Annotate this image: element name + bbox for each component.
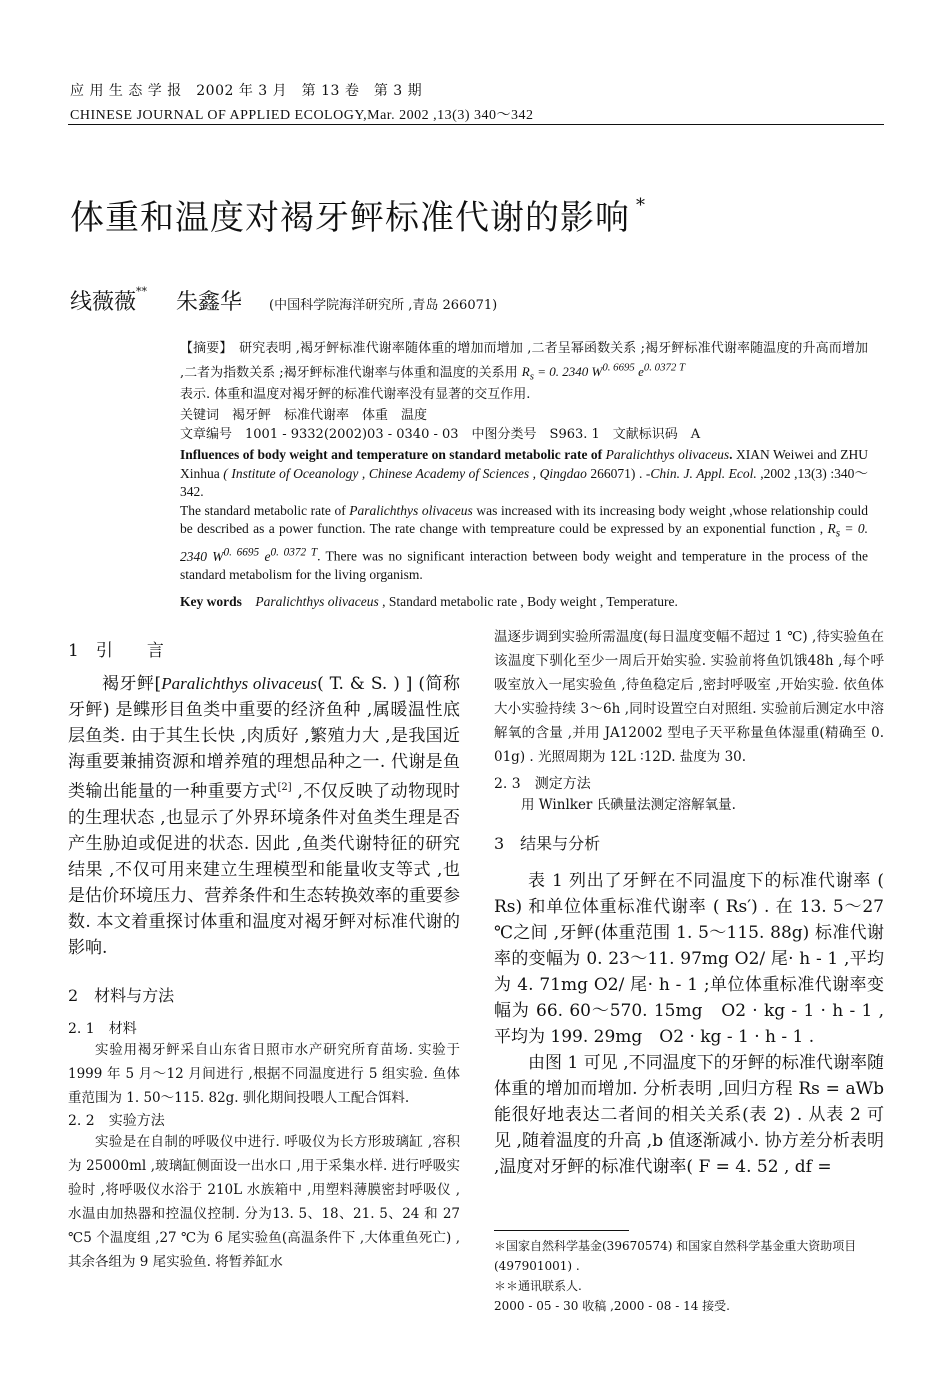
header-rule — [68, 124, 884, 125]
materials-text: 实验用褐牙鲆采自山东省日照市水产研究所育苗场. 实验于 1999 年 5 月～12 月间进行 ,根据不同温度进行 5 组实验. 鱼体重范围为 1. 50～115. 82g. 驯化期间投喂人工配合饵料. — [68, 1041, 460, 1106]
title-text: 体重和温度对褐牙鲆标准代谢的影响 — [70, 198, 630, 238]
methods-text: 实验是在自制的呼吸仪中进行. 呼吸仪为长方形玻璃缸 ,容积为 25000ml ,玻璃缸侧面设一出水口 ,用于采集水样. 进行呼吸实验时 ,将呼吸仪水浴于 210L 水族箱中 ,用塑料薄膜密封呼吸仪 ,水温由加热器和控温仪控制. 分为13. 5、18、21. 5、24 和 27 ℃5 个温度组 ,27 ℃为 6 尾实验鱼(高温条件下 ,大体重鱼死亡) ,其余各组为 9 尾实验鱼. 将暂养缸水 — [68, 1133, 460, 1270]
en-title-species: Paralichthys olivaceus — [605, 447, 730, 462]
abstract-cn — [180, 340, 868, 444]
journal-header-cn: 应 用 生 态 学 报 2002 年 3 月 第 13 卷 第 3 期 — [70, 83, 423, 99]
affiliation: (中国科学院海洋研究所 ,青岛 266071) — [269, 298, 498, 313]
section-2-1-heading: 2. 1 材料 — [68, 1020, 137, 1037]
results-text-1: 表 1 列出了牙鲆在不同温度下的标准代谢率 ( Rs) 和单位体重标准代谢率 ( Rs′) . 在 13. 5～27 ℃之间 ,牙鲆(体重范围 1. 5～115. 88g) 标准代谢率的变幅为 0. 23～11. 97mg O2/ 尾· h - 1 ,平均为 4. 71mg O2/ 尾· h - 1 ;单位体重标准代谢率变幅为 66. 60～570. 15mg O2 · kg - 1 · h - 1 ,平均为 199. 29mg O2 · kg - 1 · h - 1 . — [494, 871, 884, 1047]
en-citation: ,2002 ,13(3) :340～342. — [180, 465, 869, 499]
en-formula: $R_s = 0$. 2340 $W^{0. 6695}$ $e^{0. 0372 T}$ — [180, 521, 868, 564]
en-text-2: was increased with its increasing body weight ,whose relationship could be described as a power function. The rate change with tempreature could be expressed by an exponential function , — [180, 502, 869, 536]
author-1-mark: ** — [136, 285, 148, 298]
article-number: 文章编号 1001 - 9332(2002)03 - 0340 - 03 中图分类号 S963. 1 文献标识码 A — [180, 426, 701, 442]
intro-c: ,不仅反映了动物现时的生理状态 ,也显示了外界环境条件对鱼类生理是否产生胁迫或促进的状态. 因此 ,鱼类代谢特征的研究结果 ,不仅可用来建立生理模型和能量收支等式 ,也是估价环境压力、营养条件和生态转换效率的重要参数. 本文着重探讨体重和温度对褐牙鲆对标准代谢的影响. — [68, 781, 461, 958]
methods-paragraph — [68, 1130, 460, 1274]
en-authors: XIAN Weiwei and ZHU Xinhua — [180, 447, 869, 481]
en-keywords-species: Paralichthys olivaceus — [255, 593, 379, 609]
left-column — [68, 636, 460, 1274]
measurement-paragraph — [494, 793, 884, 817]
abstract-text-2: 表示. 体重和温度对褐牙鲆的标准代谢率没有显著的交互作用. — [180, 386, 531, 402]
intro-b: ( T. & S. ) ] (简称牙鲆) 是鲽形目鱼类中重要的经济鱼种 ,属暖温性底层鱼类. 由于其生长快 ,肉质好 ,繁殖力大 ,是我国近海重要兼捕资源和增养殖的理想品种之一. 代谢是鱼类输出能量的一种重要方式 — [68, 674, 461, 802]
abstract-label: 【摘要】 — [180, 341, 226, 356]
materials-paragraph — [68, 1038, 460, 1110]
measurement-text: 用 Winlker 氏碘量法测定溶解氧量. — [521, 797, 736, 813]
journal-header-en: CHINESE JOURNAL OF APPLIED ECOLOGY,Mar. 2002 ,13(3) 340～342 — [70, 108, 534, 123]
en-text-3: There was no significant interaction between body weight and temperature in the process of the standard metabolism for the living organism. — [180, 548, 869, 583]
intro-species: Paralichthys olivaceus — [161, 674, 318, 693]
author-line — [70, 285, 497, 316]
author-1: 线薇薇 — [70, 290, 137, 315]
section-2-2-heading: 2. 2 实验方法 — [68, 1112, 165, 1129]
section-2-3-heading: 2. 3 测定方法 — [494, 776, 591, 792]
abstract-en: Influences of body weight and temperature on standard metabolic rate of Paralichthys olivaceus. XIAN Weiwei and ZHU Xinhua ( Institute of Oceanology , Chinese Academy of Sciences , Qingdao 266071) . -Chin. J. Appl. Ecol. ,2002 ,13(3) :340～342. The standard metabolic rate of Paralichthys olivaceus was increased with its increasing body weight ,whose relationship could be described as a power function. The rate change with tempreature could be expressed by an exponential function , $R_s = 0$. 2340 $W^{0. 6695}$ $e^{0. 0372 T}$. There was no significant interaction between body weight and temperature in the process of the standard metabolism for the living organism. Key words Paralichthys olivaceus , Standard metabolic rate , Body weight , Temperature. — [180, 447, 869, 609]
footnote-rule — [494, 1230, 629, 1231]
results-text-2: 由图 1 可见 ,不同温度下的牙鲆的标准代谢率随体重的增加而增加. 分析表明 ,回归方程 Rs = aWb 能很好地表达二者间的相关关系(表 2) . 从表 2 可见 ,随着温度的升高 ,b 值逐渐减小. 协方差分析表明 ,温度对牙鲆的标准代谢率( F = 4. 52 , df = — [494, 1053, 884, 1177]
intro-a: 褐牙鲆[ — [102, 674, 162, 694]
section-1-heading: 1 引 言 — [68, 641, 164, 661]
en-text-1: The standard metabolic rate of — [180, 502, 346, 518]
paper-title — [70, 190, 646, 239]
intro-paragraph — [68, 671, 460, 961]
author-2: 朱鑫华 — [176, 290, 243, 315]
footnotes — [494, 1236, 884, 1316]
en-keywords-label: Key words — [180, 593, 242, 609]
en-keywords: , Standard metabolic rate , Body weight , Temperature. — [382, 593, 678, 609]
en-text-species: Paralichthys olivaceus — [349, 502, 473, 518]
en-title: Influences of body weight and temperature on standard metabolic rate of — [180, 447, 603, 462]
title-footnote-mark: * — [636, 195, 646, 216]
section-3-heading: 3 结果与分析 — [494, 834, 601, 853]
en-postal: 266071) . - — [590, 465, 651, 481]
abstract-text: 研究表明 ,褐牙鲆标准代谢率随体重的增加而增加 ,二者呈幂函数关系 ;褐牙鲆标准代谢率随温度的升高而增加 ,二者为指数关系 ;褐牙鲆标准代谢率与体重和温度的关系用 — [180, 341, 868, 380]
en-journal: Chin. J. Appl. Ecol. — [650, 465, 757, 481]
footnote-funding: ＊国家自然科学基金(39670574) 和国家自然科学基金重大资助项目(497901001) . — [494, 1239, 857, 1273]
footnote-dates: 2000 - 05 - 30 收稿 ,2000 - 08 - 14 接受. — [494, 1299, 730, 1313]
section-2-heading: 2 材料与方法 — [68, 985, 175, 1005]
en-institute: ( Institute of Oceanology , Chinese Academy of Sciences , Qingdao — [223, 465, 587, 481]
methods-continued-text: 温逐步调到实验所需温度(每日温度变幅不超过 1 ℃) ,待实验鱼在该温度下驯化至少一周后开始实验. 实验前将鱼饥饿48h ,每个呼吸室放入一尾实验鱼 ,待鱼稳定后 ,密封呼吸室 ,开始实验. 依鱼体大小实验持续 3～6h ,同时设置空白对照组. 实验前后测定水中溶解氧的含量 ,并用 JA12002 型电子天平称量鱼体湿重(精确至 0. 01g) . 光照周期为 12L ∶12D. 盐度为 30. — [494, 629, 884, 765]
methods-continued — [494, 625, 884, 769]
results-paragraph-2 — [494, 1050, 884, 1180]
abstract-formula: $R_s = 0$. 2340 $W^{0. 6695}$ $e^{0. 0372 T}$ — [521, 361, 686, 383]
intro-ref: [2] — [277, 782, 292, 793]
footnote-contact: ＊＊通讯联系人. — [494, 1279, 582, 1293]
right-column — [494, 625, 884, 1180]
keywords-cn: 关键词 褐牙鲆 标准代谢率 体重 温度 — [180, 408, 428, 424]
results-paragraph-1 — [494, 868, 884, 1050]
